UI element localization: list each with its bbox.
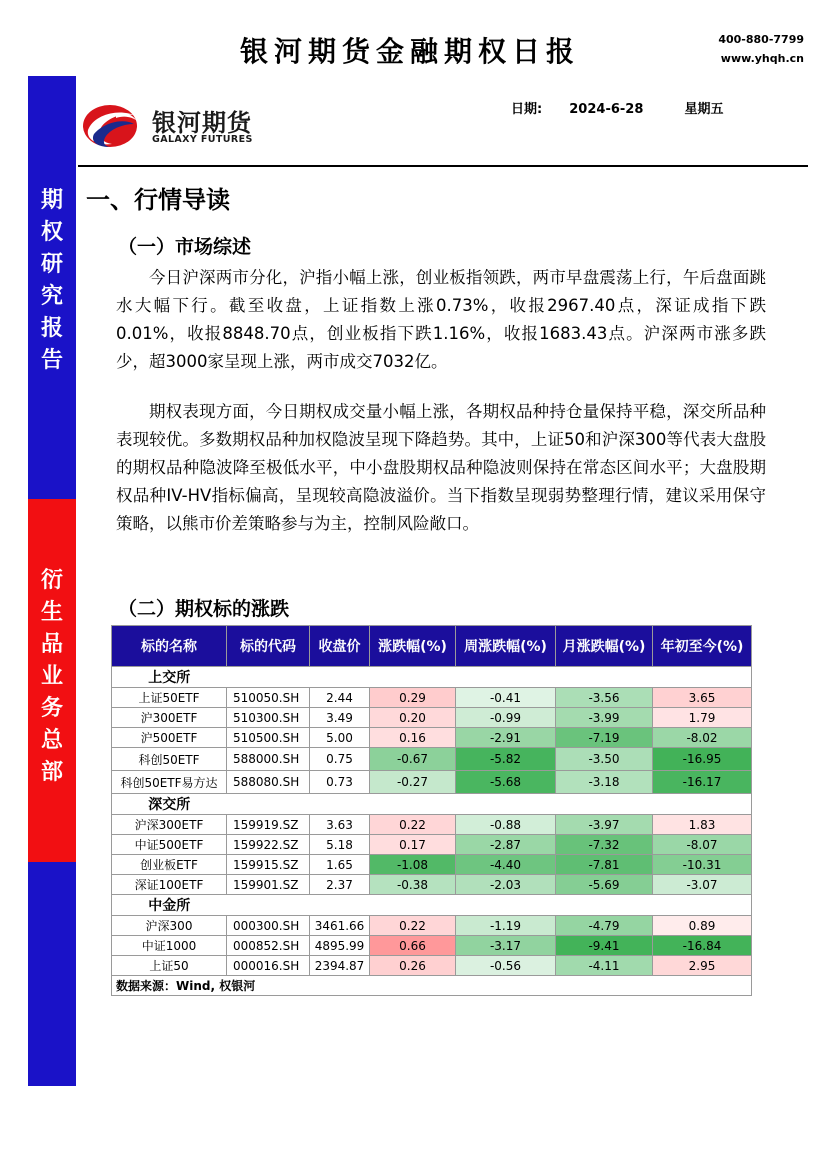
weekly-change: -5.68 xyxy=(456,771,556,794)
column-header: 周涨跌幅(%) xyxy=(456,626,556,667)
table-row xyxy=(112,956,752,976)
table-group-row xyxy=(112,667,752,688)
underlying-code: 000300.SH xyxy=(227,916,310,936)
daily-change: 0.17 xyxy=(370,835,456,855)
close-price: 2.37 xyxy=(310,875,370,895)
market-paragraph-1: 今日沪深两市分化，沪指小幅上涨，创业板指领跌，两市早盘震荡上行，午后盘面跳水大幅下行。截至收盘，上证指数上涨0.73%，收报2967.40点，深证成指下跌0.01%，收报8848.70点，创业板指下跌1.16%，收报1683.43点。沪深两市涨多跌少，超3000家呈现上涨，两市成交7032亿。 xyxy=(116,268,766,371)
ytd-change: -3.07 xyxy=(653,875,752,895)
daily-change: -0.27 xyxy=(370,771,456,794)
underlying-code: 000852.SH xyxy=(227,936,310,956)
group-empty-cell xyxy=(227,895,310,916)
logo-text-en: GALAXY FUTURES xyxy=(152,134,253,145)
underlying-code: 510500.SH xyxy=(227,728,310,748)
close-price: 3.63 xyxy=(310,815,370,835)
underlying-code: 588080.SH xyxy=(227,771,310,794)
group-empty-cell xyxy=(556,794,653,815)
group-empty-cell xyxy=(310,794,370,815)
group-empty-cell xyxy=(456,794,556,815)
group-empty-cell xyxy=(370,895,456,916)
underlying-name: 中证500ETF xyxy=(112,835,227,855)
weekly-change: -1.19 xyxy=(456,916,556,936)
table-row xyxy=(112,835,752,855)
column-header: 涨跌幅(%) xyxy=(370,626,456,667)
subsection-heading-market: （一）市场综述 xyxy=(118,236,252,258)
ytd-change: 0.89 xyxy=(653,916,752,936)
weekly-change: -4.40 xyxy=(456,855,556,875)
ytd-change: -8.02 xyxy=(653,728,752,748)
sidebar-char: 总 xyxy=(40,727,63,753)
section-heading: 一、行情导读 xyxy=(86,186,230,214)
underlying-name: 科创50ETF易方达 xyxy=(112,771,227,794)
sidebar-char: 告 xyxy=(40,347,63,373)
ytd-change: 1.79 xyxy=(653,708,752,728)
group-empty-cell xyxy=(370,794,456,815)
underlying-code: 510300.SH xyxy=(227,708,310,728)
underlying-code: 000016.SH xyxy=(227,956,310,976)
ytd-change: 1.83 xyxy=(653,815,752,835)
date-row xyxy=(511,98,723,117)
weekly-change: -3.17 xyxy=(456,936,556,956)
weekly-change: -2.87 xyxy=(456,835,556,855)
underlying-name: 深证100ETF xyxy=(112,875,227,895)
table-row xyxy=(112,748,752,771)
sidebar-char: 研 xyxy=(40,251,63,277)
sidebar-char: 报 xyxy=(40,315,63,341)
sidebar-char: 部 xyxy=(40,759,63,785)
daily-change: -1.08 xyxy=(370,855,456,875)
sidebar-char: 期 xyxy=(40,187,63,213)
ytd-change: -16.17 xyxy=(653,771,752,794)
report-title: 银河期货金融期权日报 xyxy=(239,35,580,68)
ytd-change: 3.65 xyxy=(653,688,752,708)
group-empty-cell xyxy=(556,667,653,688)
close-price: 2.44 xyxy=(310,688,370,708)
close-price: 5.00 xyxy=(310,728,370,748)
weekly-change: -0.88 xyxy=(456,815,556,835)
table-row xyxy=(112,771,752,794)
daily-change: 0.26 xyxy=(370,956,456,976)
sidebar-top-band xyxy=(28,76,76,499)
monthly-change: -3.50 xyxy=(556,748,653,771)
date-value: 2024-6-28 xyxy=(569,102,644,117)
close-price: 4895.99 xyxy=(310,936,370,956)
daily-change: 0.22 xyxy=(370,916,456,936)
column-header: 标的名称 xyxy=(112,626,227,667)
group-empty-cell xyxy=(310,895,370,916)
daily-change: 0.16 xyxy=(370,728,456,748)
sidebar-char: 生 xyxy=(40,599,63,625)
table-group-row xyxy=(112,895,752,916)
table-row xyxy=(112,875,752,895)
group-empty-cell xyxy=(556,895,653,916)
close-price: 3.49 xyxy=(310,708,370,728)
underlying-code: 159922.SZ xyxy=(227,835,310,855)
weekday: 星期五 xyxy=(684,102,724,117)
sidebar-char: 衍 xyxy=(40,567,63,593)
monthly-change: -7.19 xyxy=(556,728,653,748)
weekly-change: -0.99 xyxy=(456,708,556,728)
close-price: 3461.66 xyxy=(310,916,370,936)
sidebar-char: 务 xyxy=(40,695,63,721)
close-price: 2394.87 xyxy=(310,956,370,976)
underlying-name: 中证1000 xyxy=(112,936,227,956)
close-price: 0.73 xyxy=(310,771,370,794)
ytd-change: 2.95 xyxy=(653,956,752,976)
group-empty-cell xyxy=(653,794,752,815)
monthly-change: -7.81 xyxy=(556,855,653,875)
sidebar-char: 权 xyxy=(40,219,63,245)
phone-number: 400-880-7799 xyxy=(718,33,804,46)
sidebar-bottom-band xyxy=(28,862,76,1086)
monthly-change: -3.97 xyxy=(556,815,653,835)
underlying-name: 创业板ETF xyxy=(112,855,227,875)
close-price: 0.75 xyxy=(310,748,370,771)
daily-change: -0.67 xyxy=(370,748,456,771)
monthly-change: -3.99 xyxy=(556,708,653,728)
data-source-row xyxy=(112,976,752,996)
website[interactable]: www.yhqh.cn xyxy=(720,52,804,65)
group-empty-cell xyxy=(227,667,310,688)
ytd-change: -16.84 xyxy=(653,936,752,956)
sidebar-char: 品 xyxy=(40,631,63,657)
underlying-change-table xyxy=(111,625,752,996)
table-body xyxy=(112,667,752,996)
daily-change: 0.20 xyxy=(370,708,456,728)
underlying-name: 沪深300ETF xyxy=(112,815,227,835)
sidebar-char: 业 xyxy=(40,663,63,689)
underlying-name: 上证50ETF xyxy=(112,688,227,708)
weekly-change: -5.82 xyxy=(456,748,556,771)
group-empty-cell xyxy=(370,667,456,688)
underlying-name: 沪深300 xyxy=(112,916,227,936)
table-row xyxy=(112,688,752,708)
group-empty-cell xyxy=(653,895,752,916)
ytd-change: -16.95 xyxy=(653,748,752,771)
group-empty-cell xyxy=(227,794,310,815)
monthly-change: -9.41 xyxy=(556,936,653,956)
group-empty-cell xyxy=(456,895,556,916)
exchange-name: 中金所 xyxy=(112,895,227,916)
monthly-change: -4.79 xyxy=(556,916,653,936)
table-header-row xyxy=(112,626,752,667)
underlying-code: 588000.SH xyxy=(227,748,310,771)
weekly-change: -0.41 xyxy=(456,688,556,708)
sidebar-label-department xyxy=(28,564,76,788)
group-empty-cell xyxy=(456,667,556,688)
table-row xyxy=(112,916,752,936)
underlying-name: 上证50 xyxy=(112,956,227,976)
underlying-code: 159915.SZ xyxy=(227,855,310,875)
data-source: 数据来源：Wind, 权银河 xyxy=(112,976,752,996)
table-row xyxy=(112,708,752,728)
monthly-change: -4.11 xyxy=(556,956,653,976)
column-header: 收盘价 xyxy=(310,626,370,667)
underlying-name: 沪500ETF xyxy=(112,728,227,748)
daily-change: 0.29 xyxy=(370,688,456,708)
daily-change: 0.22 xyxy=(370,815,456,835)
underlying-name: 沪300ETF xyxy=(112,708,227,728)
exchange-name: 深交所 xyxy=(112,794,227,815)
underlying-code: 159901.SZ xyxy=(227,875,310,895)
contact-info xyxy=(718,30,804,68)
group-empty-cell xyxy=(653,667,752,688)
daily-change: 0.66 xyxy=(370,936,456,956)
table-row xyxy=(112,936,752,956)
underlying-code: 510050.SH xyxy=(227,688,310,708)
ytd-change: -8.07 xyxy=(653,835,752,855)
subsection-heading-table: （二）期权标的涨跌 xyxy=(118,598,290,620)
monthly-change: -3.56 xyxy=(556,688,653,708)
sidebar-mid-band xyxy=(28,499,76,862)
table-row xyxy=(112,728,752,748)
daily-change: -0.38 xyxy=(370,875,456,895)
underlying-code: 159919.SZ xyxy=(227,815,310,835)
close-price: 1.65 xyxy=(310,855,370,875)
table-group-row xyxy=(112,794,752,815)
close-price: 5.18 xyxy=(310,835,370,855)
monthly-change: -5.69 xyxy=(556,875,653,895)
sidebar-label-research xyxy=(28,184,76,376)
group-empty-cell xyxy=(310,667,370,688)
weekly-change: -0.56 xyxy=(456,956,556,976)
table-row xyxy=(112,855,752,875)
weekly-change: -2.03 xyxy=(456,875,556,895)
exchange-name: 上交所 xyxy=(112,667,227,688)
market-paragraph-2: 期权表现方面，今日期权成交量小幅上涨，各期权品种持仓量保持平稳，深交所品种表现较优。多数期权品种加权隐波呈现下降趋势。其中，上证50和沪深300等代表大盘股的期权品种隐波降至极低水平，中小盘股期权品种隐波则保持在常态区间水平；大盘股期权品种IV-HV指标偏高，呈现较高隐波溢价。当下指数呈现弱势整理行情，建议采用保守策略，以熊市价差策略参与为主，控制风险敞口。 xyxy=(116,402,766,533)
column-header: 标的代码 xyxy=(227,626,310,667)
monthly-change: -7.32 xyxy=(556,835,653,855)
table-row xyxy=(112,815,752,835)
date-label: 日期: xyxy=(511,102,543,117)
underlying-name: 科创50ETF xyxy=(112,748,227,771)
column-header: 年初至今(%) xyxy=(653,626,752,667)
ytd-change: -10.31 xyxy=(653,855,752,875)
monthly-change: -3.18 xyxy=(556,771,653,794)
weekly-change: -2.91 xyxy=(456,728,556,748)
header-divider xyxy=(78,165,808,167)
logo-text-cn: 银河期货 xyxy=(152,109,252,137)
column-header: 月涨跌幅(%) xyxy=(556,626,653,667)
sidebar-char: 究 xyxy=(40,283,63,309)
